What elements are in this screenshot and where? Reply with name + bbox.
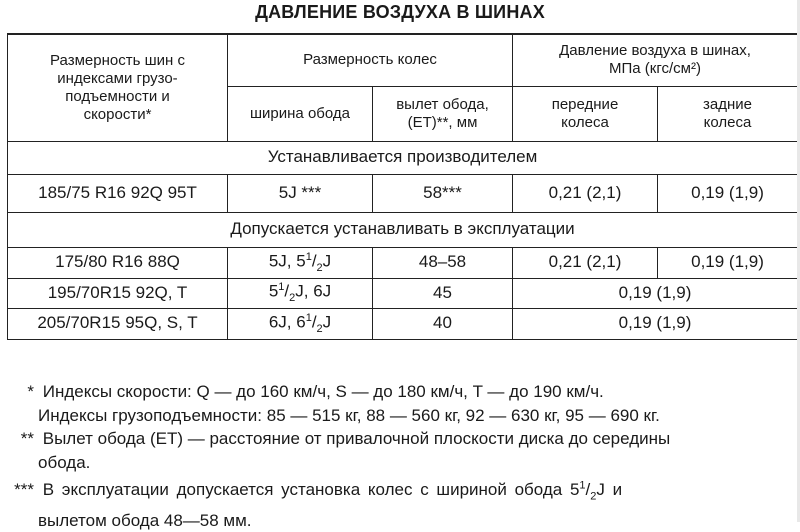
footnote-3 (0, 474, 800, 509)
header-tire-size-line: скорости* (83, 105, 152, 123)
fraction-denominator: 2 (289, 292, 296, 305)
header-rim-width: ширина обода (228, 86, 373, 141)
cell-tire: 185/75 R16 92Q 95T (8, 174, 228, 212)
footnote-mark: * (27, 382, 34, 401)
rim-text: 5 (268, 282, 279, 302)
header-wheel-size: Размерность колес (228, 34, 513, 86)
footnote-mark: *** (14, 479, 34, 499)
header-offset (373, 86, 513, 141)
footnote-2-cont (0, 451, 800, 475)
header-tire-size-line: Размерность шин с (50, 51, 185, 69)
footnote-text: вылетом обода 48—58 мм. (38, 510, 252, 530)
header-front-wheels (513, 86, 658, 141)
fraction-denominator: 2 (316, 261, 323, 274)
fraction-numerator: 1 (278, 281, 285, 294)
cell-offset: 45 (373, 278, 513, 308)
page-title: ДАВЛЕНИЕ ВОЗДУХА В ШИНАХ (255, 2, 545, 22)
rim-text: J (322, 312, 332, 332)
footnote-1-cont (0, 404, 800, 428)
footnote-text: Индексы грузоподъемности: 85 — 515 кг, 88 — 560 кг, 92 — 630 кг, 95 — 690 кг. (38, 405, 660, 425)
cell-tire: 195/70R15 92Q, T (8, 278, 228, 308)
tire-pressure-table (7, 33, 798, 340)
rim-text: 5J, 5 (268, 251, 306, 271)
header-pressure-line: МПа (кгс/см²) (609, 60, 701, 78)
fraction-numerator: 1 (579, 479, 586, 491)
footnotes (0, 380, 800, 532)
rim-text: 6J, 6 (268, 312, 306, 332)
footnote-mark: ** (20, 429, 34, 448)
header-pressure-line: Давление воздуха в шинах, (559, 42, 751, 60)
cell-rear: 0,19 (1,9) (658, 174, 798, 212)
cell-offset: 58*** (373, 174, 513, 212)
cell-offset: 40 (373, 308, 513, 339)
cell-pressure-both: 0,19 (1,9) (513, 308, 798, 339)
cell-front: 0,21 (2,1) (513, 174, 658, 212)
footnote-text: Индексы скорости: Q — до 160 км/ч, S — до 180 км/ч, T — до 190 км/ч. (42, 382, 604, 401)
rim-text: J (322, 251, 332, 271)
header-front-line: передние (551, 95, 619, 113)
cell-rim: 5J *** (228, 174, 373, 212)
footnote-text-part: В эксплуатации допускается установка колес с шириной обода 5 (42, 479, 580, 499)
cell-rear: 0,19 (1,9) (658, 247, 798, 278)
fraction-denominator: 2 (590, 490, 597, 503)
footnote-2 (0, 427, 800, 451)
rim-text: J, 6J (295, 282, 332, 302)
header-rear-line: задние (703, 95, 752, 113)
header-pressure (513, 34, 798, 86)
section-factory: Устанавливается производителем (8, 141, 798, 174)
header-rear-line: колеса (703, 113, 752, 131)
header-tire-size-line: подъемности и (65, 87, 170, 105)
footnote-text: обода. (38, 452, 91, 472)
header-offset-line: вылет обода, (396, 95, 489, 113)
fraction-denominator: 2 (316, 322, 323, 335)
header-front-line: колеса (561, 113, 609, 131)
footnote-3-cont (0, 509, 800, 532)
footnote-text: В эксплуатации допускается установка колес с шириной обода $5^1/_2J$ и (42, 479, 623, 503)
fraction-numerator: 1 (305, 311, 312, 324)
cell-rim: 5J, $5^1/_2J$ (228, 247, 373, 278)
header-tire-size (8, 34, 228, 141)
cell-pressure-both: 0,19 (1,9) (513, 278, 798, 308)
header-tire-size-line: индексами грузо- (57, 69, 178, 87)
cell-offset: 48–58 (373, 247, 513, 278)
fraction-numerator: 1 (305, 250, 312, 263)
header-offset-line: (ET)**, мм (407, 113, 478, 131)
cell-tire: 175/80 R16 88Q (8, 247, 228, 278)
footnote-1 (0, 380, 800, 404)
cell-front: 0,21 (2,1) (513, 247, 658, 278)
footnote-text-part: J и (596, 479, 623, 499)
section-operation: Допускается устанавливать в эксплуатации (8, 212, 798, 247)
cell-tire: 205/70R15 95Q, S, T (8, 308, 228, 339)
cell-rim: $5^1/_2J$, 6J (228, 278, 373, 308)
cell-rim: 6J, $6^1/_2J$ (228, 308, 373, 339)
footnote-text: Вылет обода (ET) — расстояние от привалочной плоскости диска до середины (42, 429, 671, 448)
header-rear-wheels (658, 86, 798, 141)
